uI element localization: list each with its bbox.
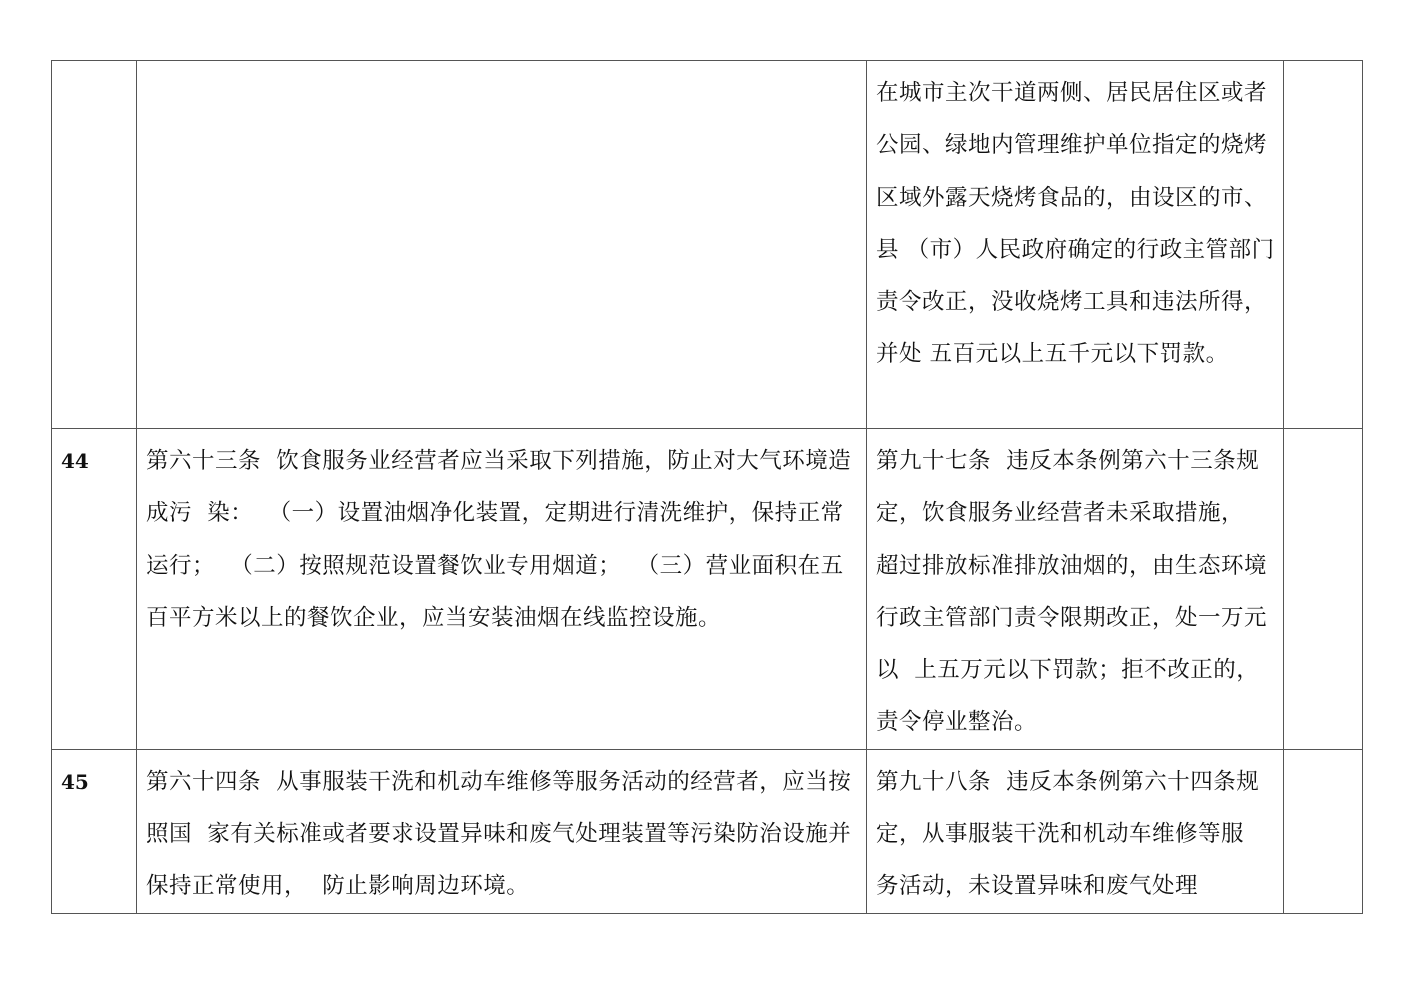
penalty-article-text: 第九十七条 违反本条例第六十三条规定，饮食服务业经营者未采取措施， 超过排放标准排放油烟的，由生态环境行政主管部门责令限期改正，处一万元以 上五万元以下罚款；拒不改正的，责令停业整治。 bbox=[876, 448, 1268, 736]
penalty-article-cell bbox=[867, 429, 1284, 750]
table-row bbox=[52, 429, 1363, 750]
law-article-text: 第六十四条 从事服装干洗和机动车维修等服务活动的经营者，应当按照国 家有关标准或者要求设置异味和废气处理装置等污染防治设施并保持正常使用， 防止影响周边环境。 bbox=[146, 768, 852, 900]
row-number-cell bbox=[52, 749, 137, 913]
note-cell bbox=[1284, 749, 1363, 913]
law-article-cell bbox=[137, 61, 867, 429]
penalty-article-cell bbox=[867, 61, 1284, 429]
penalty-article-cell bbox=[867, 749, 1284, 913]
row-number-cell bbox=[52, 61, 137, 429]
table-row bbox=[52, 749, 1363, 913]
row-number: 45 bbox=[61, 769, 89, 794]
row-number-cell bbox=[52, 429, 137, 750]
law-article-text: 第六十三条 饮食服务业经营者应当采取下列措施，防止对大气环境造成污 染： （一）设置油烟净化装置，定期进行清洗维护，保持正常运行； （二）按照规范设置餐饮业专用烟道； （三）营业面积在五百平方米以上的餐饮企业，应当安装油烟在线监控设施。 bbox=[146, 448, 852, 631]
regulation-comparison-table bbox=[51, 60, 1363, 914]
note-cell bbox=[1284, 429, 1363, 750]
table-row bbox=[52, 61, 1363, 429]
law-article-cell bbox=[137, 749, 867, 913]
note-cell bbox=[1284, 61, 1363, 429]
penalty-article-text: 第九十八条 违反本条例第六十四条规定，从事服装干洗和机动车维修等服 务活动，未设置异味和废气处理 bbox=[876, 768, 1260, 900]
law-article-cell bbox=[137, 429, 867, 750]
row-number: 44 bbox=[61, 449, 89, 473]
penalty-article-text: 在城市主次干道两侧、居民居住区或者 公园、绿地内管理维护单位指定的烧烤区域外露天烧烤食品的，由设区的市、县 （市）人民政府确定的行政主管部门责令改正，没收烧烤工具和违法所得，并处 五百元以上五千元以下罚款。 bbox=[876, 80, 1275, 368]
